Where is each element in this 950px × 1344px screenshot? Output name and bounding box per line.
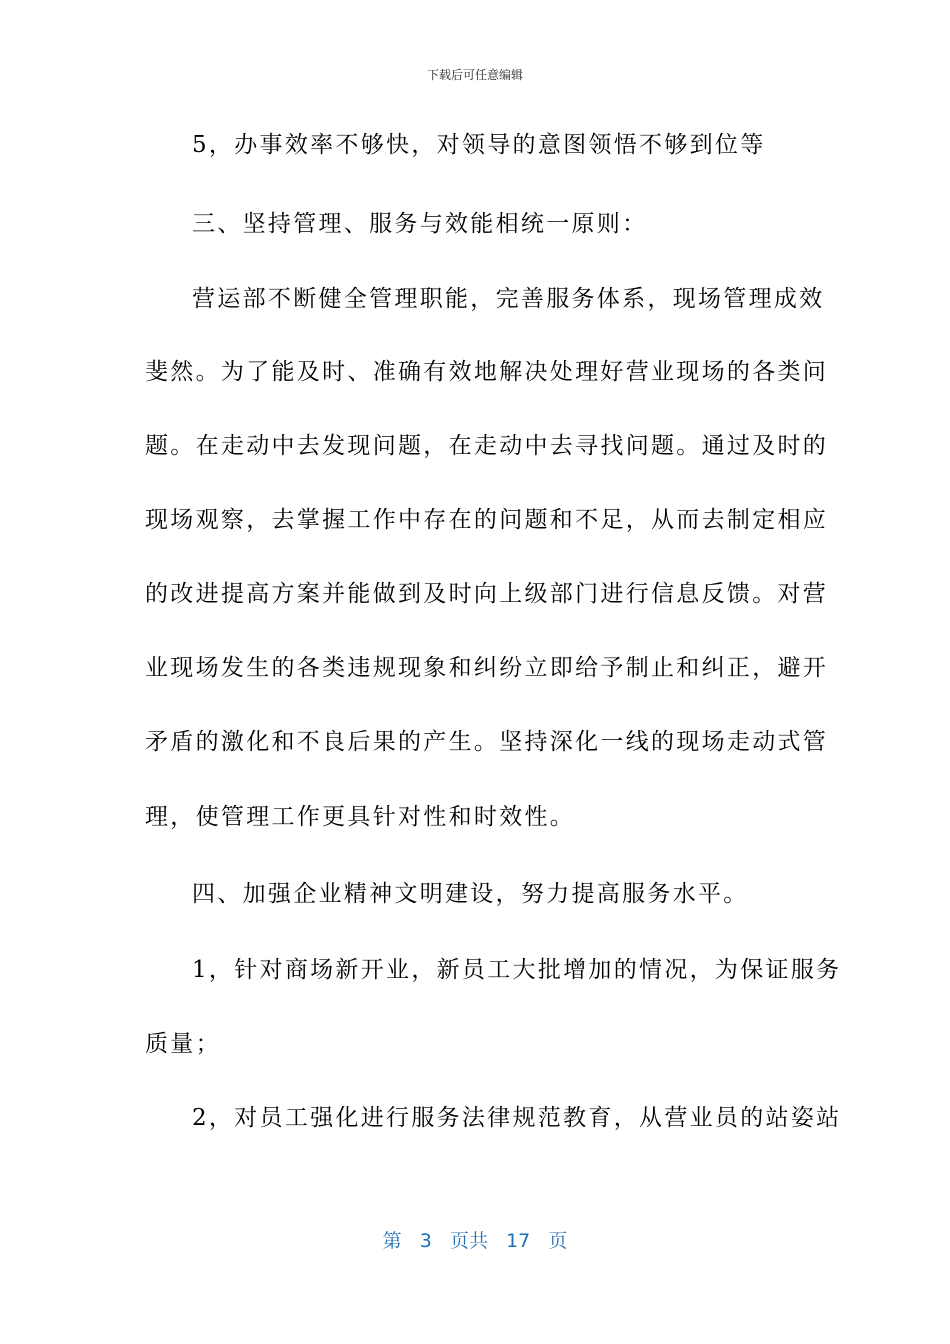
current-page-number: 3 <box>419 1230 432 1252</box>
section-heading-3: 三、坚持管理、服务与效能相统一原则： <box>192 211 648 237</box>
body-line-6: 现场观察，去掌握工作中存在的问题和不足，从而去制定相应 <box>145 507 829 533</box>
body-line-13: 质量； <box>145 1031 221 1057</box>
page-footer <box>0 1226 950 1253</box>
body-line-3: 营运部不断健全管理职能，完善服务体系，现场管理成效 <box>192 286 825 312</box>
header-note: 下载后可任意编辑 <box>426 68 523 82</box>
body-line-7: 的改进提高方案并能做到及时向上级部门进行信息反馈。对营 <box>145 581 829 607</box>
body-line-12: 1，针对商场新开业，新员工大批增加的情况，为保证服务 <box>192 957 842 983</box>
body-line-14: 2，对员工强化进行服务法律规范教育，从营业员的站姿站 <box>192 1105 842 1131</box>
body-line-1: 5，办事效率不够快，对领导的意图领悟不够到位等 <box>192 132 766 158</box>
body-line-8: 业现场发生的各类违规现象和纠纷立即给予制止和纠正，避开 <box>145 655 829 681</box>
footer-middle: 页共 <box>449 1230 488 1252</box>
footer-suffix: 页 <box>548 1230 568 1252</box>
body-line-9: 矛盾的激化和不良后果的产生。坚持深化一线的现场走动式管 <box>145 729 829 755</box>
body-line-5: 题。在走动中去发现问题，在走动中去寻找问题。通过及时的 <box>145 433 829 459</box>
section-heading-4: 四、加强企业精神文明建设，努力提高服务水平。 <box>192 881 749 907</box>
body-line-10: 理，使管理工作更具针对性和时效性。 <box>145 804 576 830</box>
footer-prefix: 第 <box>382 1230 402 1252</box>
total-pages: 17 <box>506 1230 531 1252</box>
body-line-4: 斐然。为了能及时、准确有效地解决处理好营业现场的各类问 <box>145 359 829 385</box>
